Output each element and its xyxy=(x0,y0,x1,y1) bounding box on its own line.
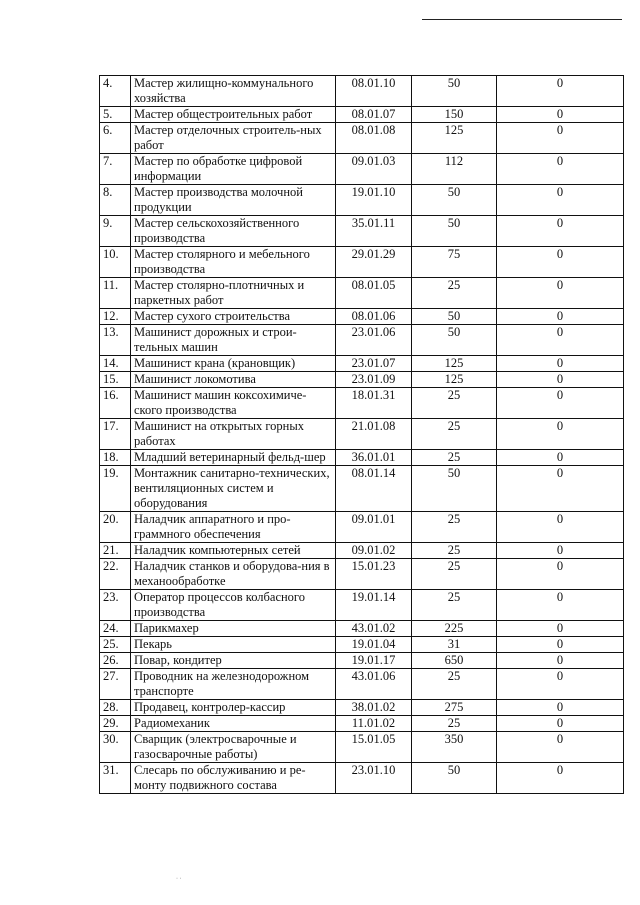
profession-code: 08.01.10 xyxy=(336,76,412,107)
table-row xyxy=(100,637,624,653)
row-number: 20. xyxy=(100,512,131,543)
value: 0 xyxy=(497,123,624,154)
professions-table xyxy=(99,75,624,794)
value: 0 xyxy=(497,653,624,669)
row-number: 14. xyxy=(100,356,131,372)
profession-name: Мастер общестроительных работ xyxy=(131,107,336,123)
table-row xyxy=(100,466,624,512)
row-number: 7. xyxy=(100,154,131,185)
value: 0 xyxy=(497,669,624,700)
value: 0 xyxy=(497,107,624,123)
table-row xyxy=(100,590,624,621)
profession-name: Сварщик (электросварочные и газосварочные работы) xyxy=(131,732,336,763)
row-number: 29. xyxy=(100,716,131,732)
row-number: 31. xyxy=(100,763,131,794)
quantity: 125 xyxy=(412,123,497,154)
quantity: 25 xyxy=(412,559,497,590)
value: 0 xyxy=(497,388,624,419)
row-number: 18. xyxy=(100,450,131,466)
value: 0 xyxy=(497,309,624,325)
profession-code: 08.01.05 xyxy=(336,278,412,309)
table-row xyxy=(100,388,624,419)
value: 0 xyxy=(497,763,624,794)
row-number: 16. xyxy=(100,388,131,419)
profession-name: Мастер сухого строительства xyxy=(131,309,336,325)
profession-code: 08.01.07 xyxy=(336,107,412,123)
row-number: 9. xyxy=(100,216,131,247)
table-row xyxy=(100,450,624,466)
profession-name: Оператор процессов колбасного производства xyxy=(131,590,336,621)
table-row xyxy=(100,372,624,388)
quantity: 275 xyxy=(412,700,497,716)
profession-code: 36.01.01 xyxy=(336,450,412,466)
profession-code: 11.01.02 xyxy=(336,716,412,732)
row-number: 28. xyxy=(100,700,131,716)
profession-name: Мастер жилищно-коммунального хозяйства xyxy=(131,76,336,107)
value: 0 xyxy=(497,637,624,653)
value: 0 xyxy=(497,185,624,216)
profession-name: Машинист крана (крановщик) xyxy=(131,356,336,372)
value: 0 xyxy=(497,278,624,309)
row-number: 21. xyxy=(100,543,131,559)
profession-code: 35.01.11 xyxy=(336,216,412,247)
table-row xyxy=(100,154,624,185)
row-number: 12. xyxy=(100,309,131,325)
value: 0 xyxy=(497,325,624,356)
profession-name: Машинист дорожных и строи-тельных машин xyxy=(131,325,336,356)
profession-code: 19.01.14 xyxy=(336,590,412,621)
row-number: 17. xyxy=(100,419,131,450)
profession-name: Машинист на открытых горных работах xyxy=(131,419,336,450)
profession-name: Мастер по обработке цифровой информации xyxy=(131,154,336,185)
profession-name: Продавец, контролер-кассир xyxy=(131,700,336,716)
value: 0 xyxy=(497,450,624,466)
quantity: 25 xyxy=(412,590,497,621)
row-number: 8. xyxy=(100,185,131,216)
profession-name: Мастер сельскохозяйственного производства xyxy=(131,216,336,247)
quantity: 350 xyxy=(412,732,497,763)
profession-code: 15.01.05 xyxy=(336,732,412,763)
row-number: 19. xyxy=(100,466,131,512)
profession-code: 08.01.06 xyxy=(336,309,412,325)
value: 0 xyxy=(497,590,624,621)
profession-name: Наладчик компьютерных сетей xyxy=(131,543,336,559)
table-row xyxy=(100,309,624,325)
value: 0 xyxy=(497,76,624,107)
profession-name: Монтажник санитарно-технических, вентиляционных систем и оборудования xyxy=(131,466,336,512)
quantity: 50 xyxy=(412,763,497,794)
row-number: 23. xyxy=(100,590,131,621)
quantity: 650 xyxy=(412,653,497,669)
table-row xyxy=(100,763,624,794)
quantity: 25 xyxy=(412,543,497,559)
profession-name: Младший ветеринарный фельд-шер xyxy=(131,450,336,466)
profession-code: 43.01.02 xyxy=(336,621,412,637)
row-number: 5. xyxy=(100,107,131,123)
profession-name: Машинист машин коксохимиче-ского производства xyxy=(131,388,336,419)
table-row xyxy=(100,216,624,247)
profession-code: 19.01.04 xyxy=(336,637,412,653)
value: 0 xyxy=(497,372,624,388)
table-row xyxy=(100,76,624,107)
table-row xyxy=(100,419,624,450)
profession-name: Радиомеханик xyxy=(131,716,336,732)
quantity: 112 xyxy=(412,154,497,185)
profession-code: 19.01.10 xyxy=(336,185,412,216)
quantity: 225 xyxy=(412,621,497,637)
quantity: 25 xyxy=(412,419,497,450)
table-row xyxy=(100,543,624,559)
value: 0 xyxy=(497,559,624,590)
table-row xyxy=(100,247,624,278)
profession-name: Мастер отделочных строитель-ных работ xyxy=(131,123,336,154)
profession-code: 09.01.03 xyxy=(336,154,412,185)
table-row xyxy=(100,559,624,590)
profession-code: 08.01.14 xyxy=(336,466,412,512)
value: 0 xyxy=(497,419,624,450)
quantity: 75 xyxy=(412,247,497,278)
profession-name: Слесарь по обслуживанию и ре-монту подвижного состава xyxy=(131,763,336,794)
quantity: 50 xyxy=(412,466,497,512)
profession-code: 15.01.23 xyxy=(336,559,412,590)
value: 0 xyxy=(497,247,624,278)
quantity: 31 xyxy=(412,637,497,653)
quantity: 50 xyxy=(412,309,497,325)
row-number: 30. xyxy=(100,732,131,763)
value: 0 xyxy=(497,716,624,732)
quantity: 25 xyxy=(412,450,497,466)
table-row xyxy=(100,732,624,763)
row-number: 6. xyxy=(100,123,131,154)
profession-code: 09.01.02 xyxy=(336,543,412,559)
profession-name: Мастер производства молочной продукции xyxy=(131,185,336,216)
quantity: 125 xyxy=(412,356,497,372)
value: 0 xyxy=(497,216,624,247)
quantity: 50 xyxy=(412,216,497,247)
profession-name: Мастер столярного и мебельного производства xyxy=(131,247,336,278)
header-rule xyxy=(422,19,622,20)
quantity: 50 xyxy=(412,185,497,216)
profession-name: Парикмахер xyxy=(131,621,336,637)
profession-code: 29.01.29 xyxy=(336,247,412,278)
row-number: 26. xyxy=(100,653,131,669)
row-number: 15. xyxy=(100,372,131,388)
profession-code: 09.01.01 xyxy=(336,512,412,543)
profession-code: 08.01.08 xyxy=(336,123,412,154)
row-number: 4. xyxy=(100,76,131,107)
value: 0 xyxy=(497,621,624,637)
profession-code: 23.01.06 xyxy=(336,325,412,356)
profession-name: Машинист локомотива xyxy=(131,372,336,388)
row-number: 22. xyxy=(100,559,131,590)
value: 0 xyxy=(497,512,624,543)
table-row xyxy=(100,621,624,637)
profession-code: 23.01.07 xyxy=(336,356,412,372)
value: 0 xyxy=(497,700,624,716)
table-row xyxy=(100,512,624,543)
table-row xyxy=(100,716,624,732)
profession-name: Пекарь xyxy=(131,637,336,653)
profession-code: 21.01.08 xyxy=(336,419,412,450)
table-row xyxy=(100,107,624,123)
table-body xyxy=(100,76,624,794)
profession-code: 18.01.31 xyxy=(336,388,412,419)
table-row xyxy=(100,356,624,372)
quantity: 25 xyxy=(412,716,497,732)
value: 0 xyxy=(497,466,624,512)
row-number: 27. xyxy=(100,669,131,700)
quantity: 25 xyxy=(412,669,497,700)
profession-code: 23.01.10 xyxy=(336,763,412,794)
quantity: 50 xyxy=(412,76,497,107)
profession-name: Проводник на железнодорожном транспорте xyxy=(131,669,336,700)
quantity: 125 xyxy=(412,372,497,388)
value: 0 xyxy=(497,154,624,185)
quantity: 25 xyxy=(412,388,497,419)
table-row xyxy=(100,325,624,356)
quantity: 150 xyxy=(412,107,497,123)
table-row xyxy=(100,653,624,669)
profession-code: 43.01.06 xyxy=(336,669,412,700)
row-number: 13. xyxy=(100,325,131,356)
row-number: 25. xyxy=(100,637,131,653)
quantity: 25 xyxy=(412,278,497,309)
profession-code: 23.01.09 xyxy=(336,372,412,388)
profession-name: Повар, кондитер xyxy=(131,653,336,669)
table-row xyxy=(100,123,624,154)
profession-code: 19.01.17 xyxy=(336,653,412,669)
table-row xyxy=(100,700,624,716)
profession-name: Наладчик аппаратного и про-граммного обеспечения xyxy=(131,512,336,543)
quantity: 50 xyxy=(412,325,497,356)
table-row xyxy=(100,278,624,309)
profession-code: 38.01.02 xyxy=(336,700,412,716)
row-number: 24. xyxy=(100,621,131,637)
value: 0 xyxy=(497,543,624,559)
table-row xyxy=(100,185,624,216)
row-number: 11. xyxy=(100,278,131,309)
value: 0 xyxy=(497,356,624,372)
profession-name: Наладчик станков и оборудова-ния в механообработке xyxy=(131,559,336,590)
profession-name: Мастер столярно-плотничных и паркетных работ xyxy=(131,278,336,309)
quantity: 25 xyxy=(412,512,497,543)
scan-speck: · · xyxy=(176,876,182,882)
row-number: 10. xyxy=(100,247,131,278)
value: 0 xyxy=(497,732,624,763)
table-row xyxy=(100,669,624,700)
